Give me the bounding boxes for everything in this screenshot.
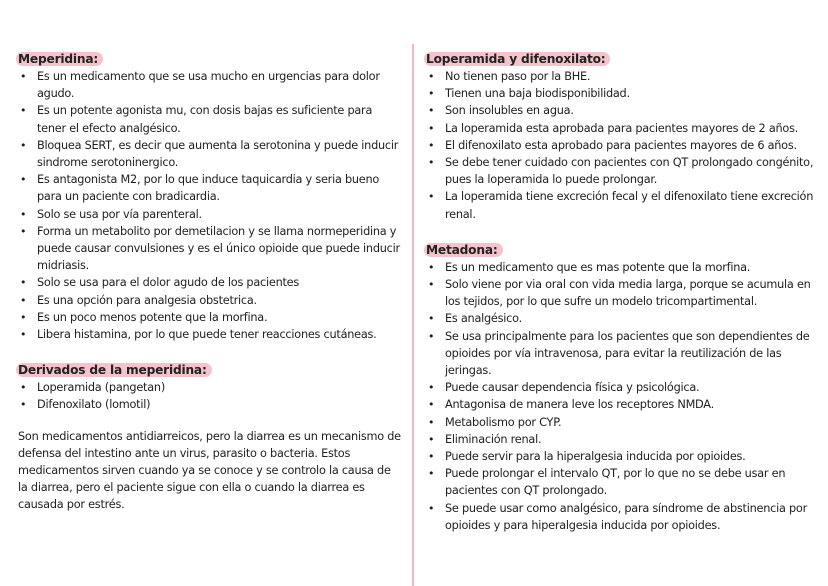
list-item-text: Antagonisa de manera leve los receptores NMDA.	[445, 398, 714, 412]
section-metadona	[426, 239, 816, 534]
bullet-icon: •	[428, 87, 435, 101]
list-item	[426, 310, 816, 327]
bullet-icon: •	[20, 104, 27, 118]
bullet-icon: •	[20, 173, 27, 187]
list-item-text: Son insolubles en agua.	[445, 104, 574, 118]
section-derivados	[18, 359, 402, 513]
list-item-text: No tienen paso por la BHE.	[445, 70, 591, 83]
left-column	[18, 48, 402, 514]
bullet-icon: •	[20, 381, 27, 395]
bullet-icon: •	[428, 329, 435, 343]
list-loperamida	[426, 68, 816, 223]
list-item	[426, 68, 816, 85]
list-item	[18, 102, 402, 136]
list-item-text: La loperamida esta aprobada para pacientes mayores de 2 años.	[445, 121, 799, 135]
bullet-icon: •	[20, 328, 27, 342]
list-item	[426, 431, 816, 448]
list-item-text: Solo se usa por vía parenteral.	[37, 207, 202, 221]
bullet-icon: •	[428, 381, 435, 395]
bullet-icon: •	[20, 138, 27, 152]
list-item	[426, 328, 816, 380]
list-item-text: Bloquea SERT, es decir que aumenta la serotonina y puede inducir sindrome serotoninergico.	[37, 138, 399, 170]
bullet-icon: •	[428, 156, 435, 170]
list-item	[18, 309, 402, 326]
list-item	[426, 414, 816, 431]
list-item-text: Metabolismo por CYP.	[445, 415, 562, 429]
list-item	[426, 379, 816, 396]
list-item	[18, 206, 402, 223]
bullet-icon: •	[428, 398, 435, 412]
list-item	[426, 259, 816, 276]
bullet-icon: •	[428, 467, 435, 481]
list-item-text: Es un medicamento que es mas potente que la morfina.	[445, 260, 751, 274]
list-item-text: Se debe tener cuidado con pacientes con QT prolongado congénito, pues la loperamida lo puede prolongar.	[445, 156, 814, 187]
list-item-text: Tienen una baja biodisponibilidad.	[445, 87, 630, 101]
bullet-icon: •	[20, 70, 27, 83]
paragraph-antidiarreicos: Son medicamentos antidiarreicos, pero la diarrea es un mecanismo de defensa del intestino ante un virus, parasito o bacteria. Estos medicamentos sirven cuando ya se conoce y se controlo la causa de la diarrea, pero el paciente sigue con ella o cuando la diarrea es causada por estrés.	[18, 429, 401, 512]
list-item	[426, 448, 816, 465]
bullet-icon: •	[20, 310, 27, 324]
list-item-text: Es antagonista M2, por lo que induce taquicardia y seria bueno para un paciente con bradicardia.	[37, 173, 380, 204]
list-item	[18, 137, 402, 171]
list-meperidina	[18, 68, 402, 343]
list-item-text: La loperamida tiene excreción fecal y el difenoxilato tiene excreción renal.	[445, 190, 814, 221]
list-item	[426, 85, 816, 102]
heading-meperidina: Meperidina:	[16, 52, 103, 66]
bullet-icon: •	[20, 207, 27, 221]
section-meperidina	[18, 48, 402, 343]
bullet-icon: •	[428, 104, 435, 118]
bullet-icon: •	[428, 312, 435, 326]
heading-metadona: Metadona:	[424, 243, 503, 257]
list-item-text: Es un poco menos potente que la morfina.	[37, 310, 268, 324]
bullet-icon: •	[428, 260, 435, 274]
list-item-text: Solo se usa para el dolor agudo de los pacientes	[37, 276, 299, 290]
list-item	[18, 223, 402, 275]
bullet-icon: •	[428, 138, 435, 152]
heading-loperamida: Loperamida y difenoxilato:	[424, 52, 610, 66]
list-item-text: Eliminación renal.	[445, 432, 542, 446]
bullet-icon: •	[20, 293, 27, 307]
list-item	[426, 276, 816, 310]
list-item	[18, 292, 402, 309]
list-item-text: Se usa principalmente para los pacientes que son dependientes de opioides por vía intravenosa, para evitar la reutilización de las jeringas.	[445, 329, 810, 378]
list-item-text: Se puede usar como analgésico, para síndrome de abstinencia por opioides y para hiperalgesia inducida por opioides.	[445, 501, 807, 532]
list-item	[426, 120, 816, 137]
column-divider	[412, 44, 414, 586]
list-item	[18, 396, 402, 413]
list-item-text: Es una opción para analgesia obstetrica.	[37, 293, 257, 307]
bullet-icon: •	[428, 278, 435, 292]
list-item-text: Difenoxilato (lomotil)	[37, 398, 151, 412]
bullet-icon: •	[428, 501, 435, 515]
list-metadona	[426, 259, 816, 534]
list-item-text: Puede causar dependencia física y psicológica.	[445, 381, 700, 395]
bullet-icon: •	[428, 450, 435, 464]
list-item-text: Es un medicamento que se usa mucho en urgencias para dolor agudo.	[37, 70, 380, 101]
list-item	[18, 68, 402, 102]
list-derivados	[18, 379, 402, 413]
section-loperamida	[426, 48, 816, 223]
list-item-text: El difenoxilato esta aprobado para pacientes mayores de 6 años.	[445, 138, 797, 152]
list-item	[426, 137, 816, 154]
list-item	[426, 396, 816, 413]
list-item-text: Loperamida (pangetan)	[37, 381, 165, 395]
bullet-icon: •	[428, 415, 435, 429]
bullet-icon: •	[428, 121, 435, 135]
list-item	[426, 188, 816, 222]
list-item	[426, 102, 816, 119]
list-item-text: Puede prolongar el intervalo QT, por lo que no se debe usar en pacientes con QT prolongado.	[445, 467, 786, 498]
list-item	[18, 274, 402, 291]
list-item	[426, 465, 816, 499]
list-item	[18, 326, 402, 343]
bullet-icon: •	[428, 190, 435, 204]
list-item	[18, 171, 402, 205]
list-item-text: Forma un metabolito por demetilacion y se llama normeperidina y puede causar convulsiones y es el único opioide que puede inducir midriasis.	[37, 224, 400, 273]
bullet-icon: •	[20, 276, 27, 290]
list-item	[426, 500, 816, 534]
right-column	[426, 48, 816, 534]
list-item-text: Puede servir para la hiperalgesia inducida por opioides.	[445, 450, 746, 464]
bullet-icon: •	[428, 70, 435, 83]
list-item	[426, 154, 816, 188]
list-item-text: Libera histamina, por lo que puede tener reacciones cutáneas.	[37, 328, 377, 342]
list-item-text: Es analgésico.	[445, 312, 522, 326]
bullet-icon: •	[428, 432, 435, 446]
list-item	[18, 379, 402, 396]
heading-derivados: Derivados de la meperidina:	[16, 363, 212, 377]
bullet-icon: •	[20, 398, 27, 412]
list-item-text: Solo viene por via oral con vida media larga, porque se acumula en los tejidos, por lo que sufre un modelo tricompartimental.	[445, 278, 811, 309]
bullet-icon: •	[20, 224, 27, 238]
list-item-text: Es un potente agonista mu, con dosis bajas es suficiente para tener el efecto analgésico.	[37, 104, 373, 135]
